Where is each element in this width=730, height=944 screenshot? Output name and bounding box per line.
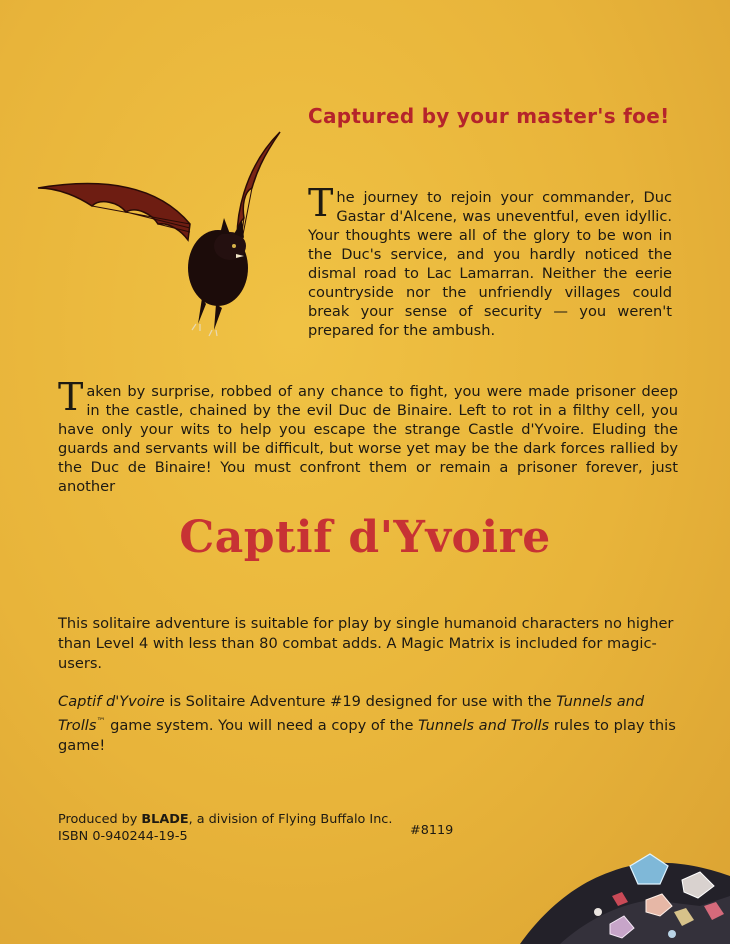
catalog-number: #8119 bbox=[410, 823, 454, 838]
system-note-title: Captif d'Yvoire bbox=[58, 693, 165, 710]
system-note-rules: Tunnels and Trolls bbox=[418, 716, 550, 734]
producer-suffix: , a division of Flying Buffalo Inc. bbox=[188, 812, 393, 827]
book-title: Captif d'Yvoire bbox=[179, 512, 551, 563]
producer-prefix: Produced by bbox=[58, 812, 142, 827]
system-note-part1: is Solitaire Adventure #19 designed for use with the bbox=[164, 693, 557, 710]
intro-dropcap: T bbox=[308, 181, 334, 225]
story-text: aken by surprise, robbed of any chance to fight, you were made prisoner deep in the castle, chained by the evil Duc de Binaire. Left to rot in a filthy cell, you have only your wits to help you escape the strange Castle d'Yvoire. Eluding the guards and servants will be difficult, but worse yet may be the dark forces rallied by the Duc de Binaire! You must confront them or remain a prisoner forever, just another bbox=[58, 383, 678, 495]
intro-paragraph bbox=[308, 181, 672, 340]
system-note-part3: rules to play this game! bbox=[58, 716, 676, 754]
isbn: ISBN 0-940244-19-5 bbox=[58, 829, 188, 844]
producer-brand: BLADE bbox=[141, 812, 189, 827]
story-dropcap: T bbox=[58, 375, 84, 419]
headline: Captured by your master's foe! bbox=[308, 104, 670, 128]
system-note-part2: game system. You will need a copy of the bbox=[105, 716, 419, 734]
system-note-paragraph bbox=[58, 692, 688, 756]
suitability-paragraph: This solitaire adventure is suitable for play by single humanoid characters no higher than Level 4 with less than 80 combat adds. A Magic Matrix is included for magic-users. bbox=[58, 615, 674, 672]
gems-pile-illustration bbox=[500, 846, 730, 944]
trademark-symbol: ™ bbox=[96, 717, 106, 727]
intro-text: he journey to rejoin your commander, Duc Gastar d'Alcene, was uneventful, even idyllic. Your thoughts were all of the glory to be won in the Duc's service, and you hardly noticed the dismal road to Lac Lamarran. Neither the eerie countryside nor the unfriendly villages could break your sense of security — you weren't prepared for the ambush. bbox=[308, 189, 672, 339]
bat-illustration bbox=[30, 128, 285, 338]
story-paragraph bbox=[58, 375, 678, 496]
producer-line bbox=[58, 811, 392, 829]
system-note-system: Tunnels and Trolls bbox=[58, 693, 645, 734]
